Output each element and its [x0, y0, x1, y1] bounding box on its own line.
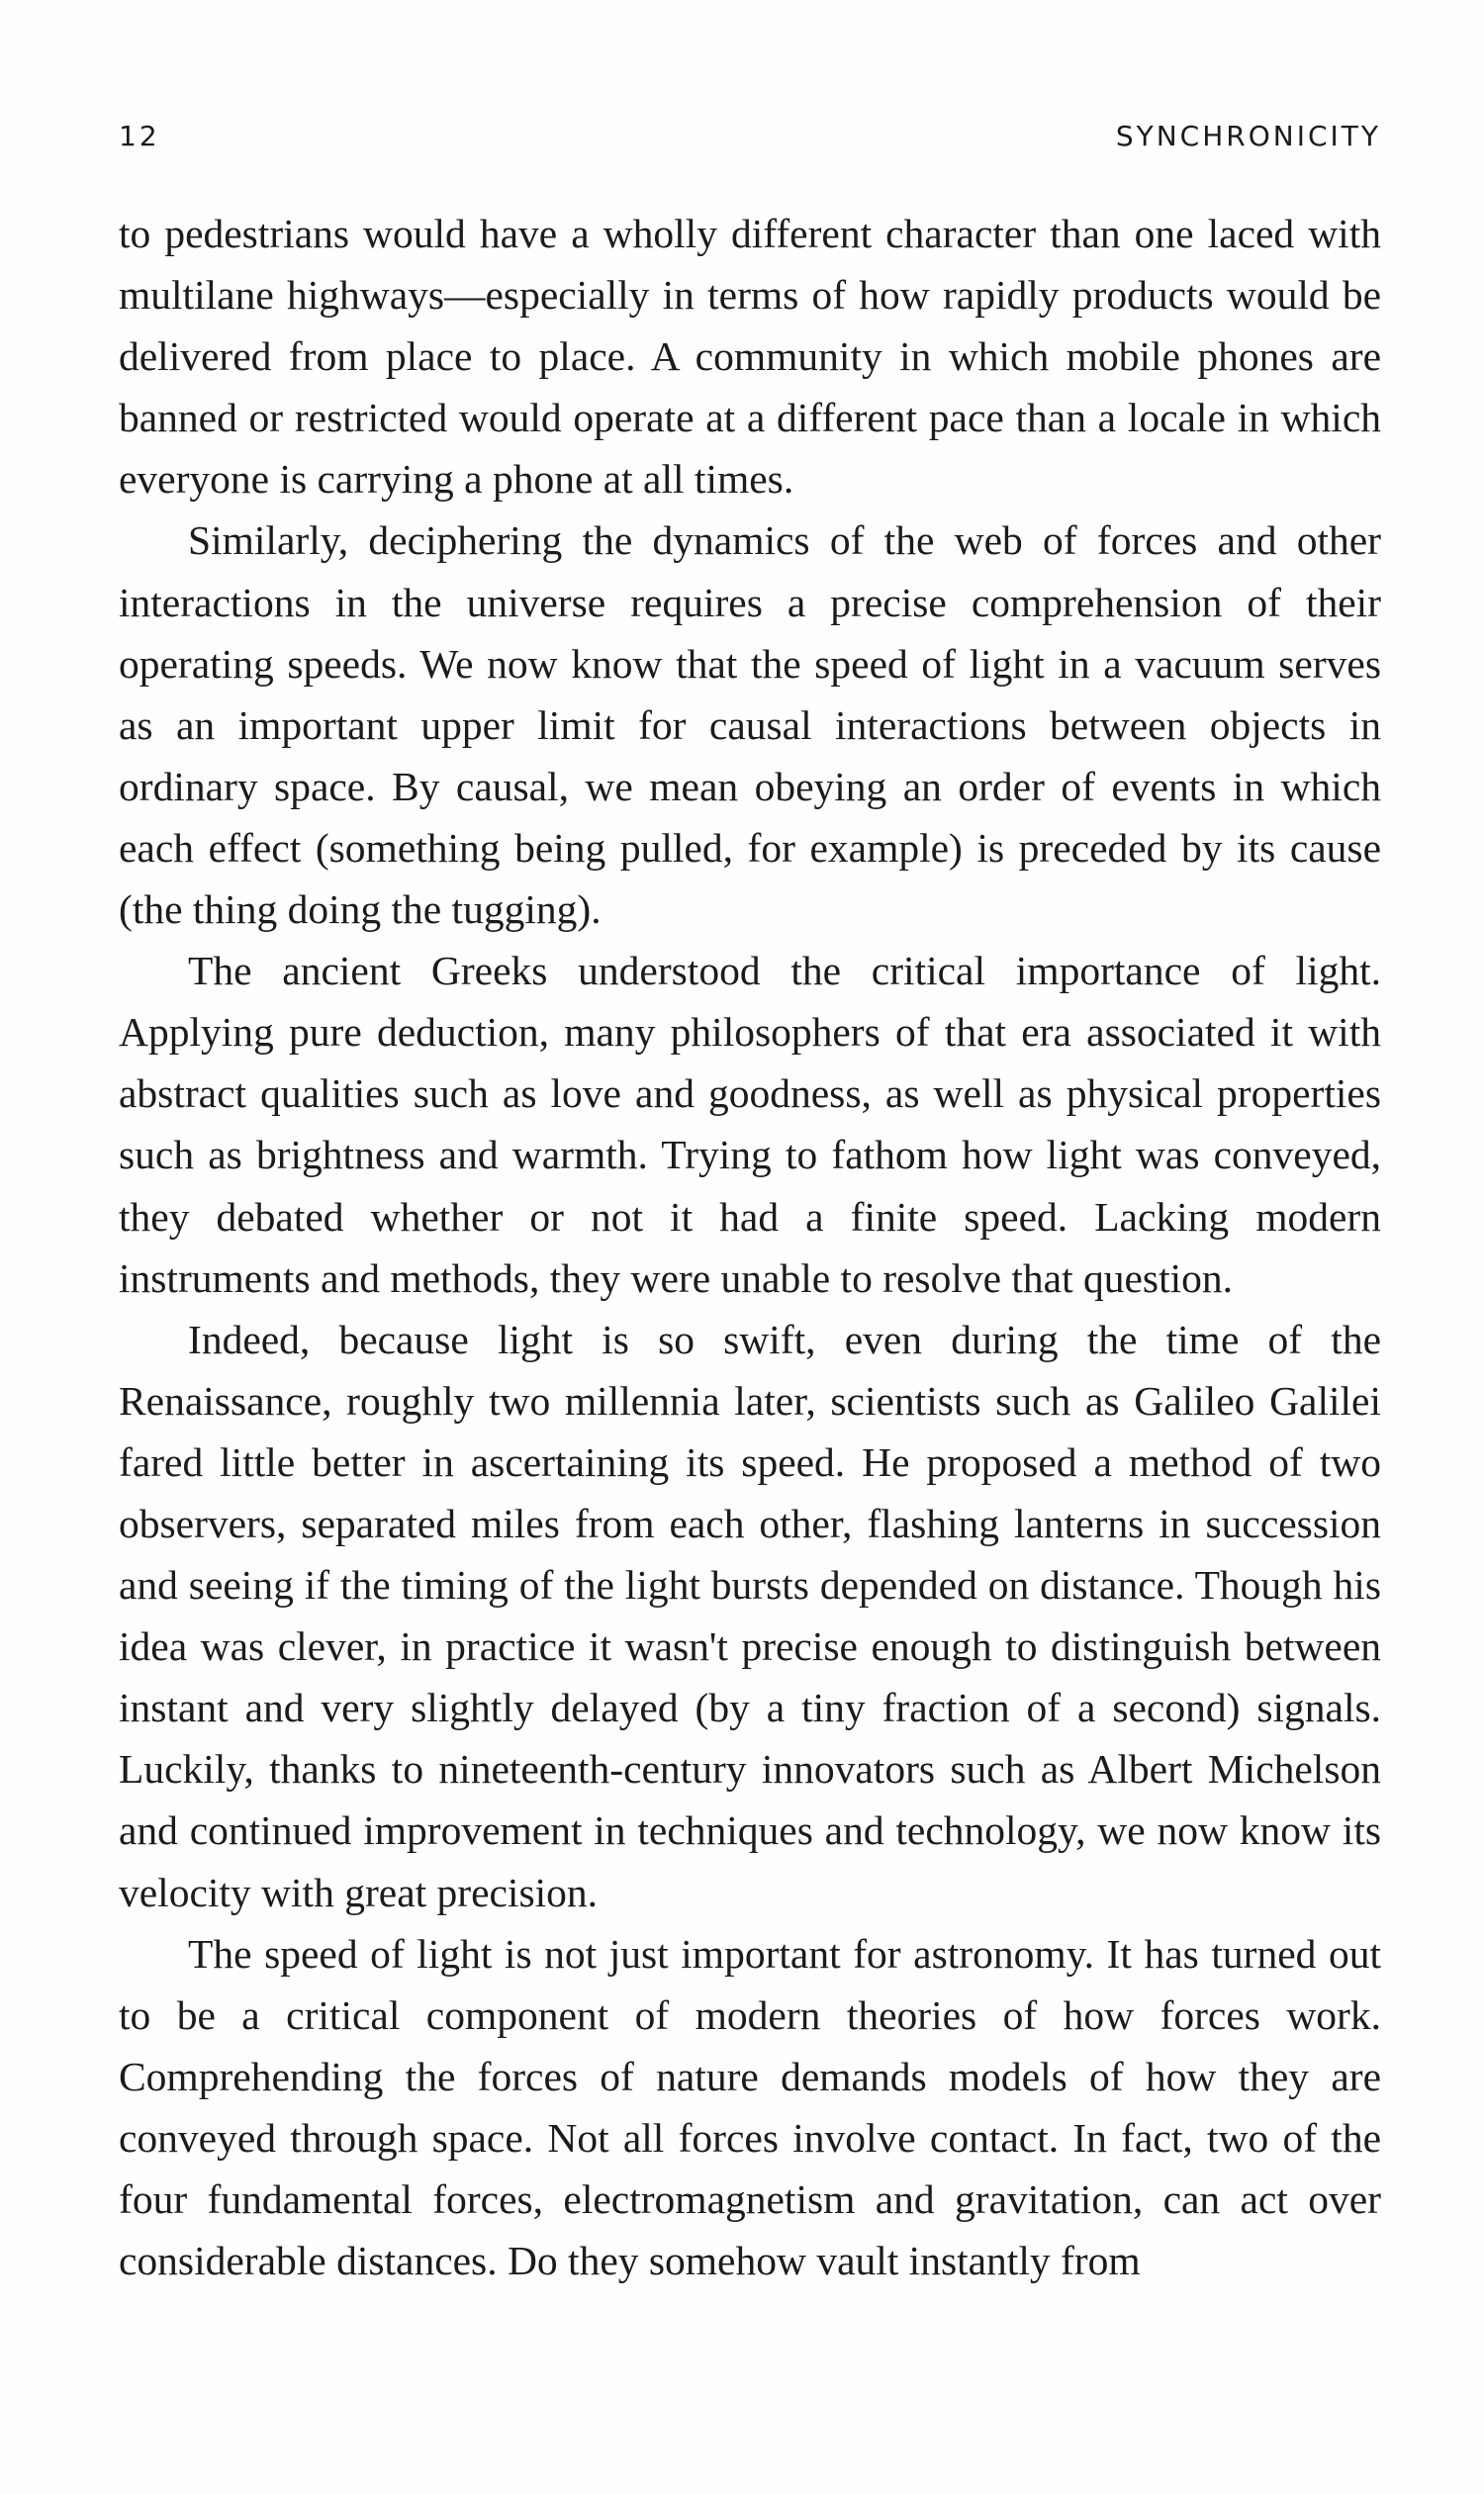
page-number: 12: [119, 119, 160, 152]
paragraph-3: The ancient Greeks understood the critical importance of light. Applying pure deduction, many philosophers of that era associated it with abstract qualities such as love and goodness, as well as physical properties such as brightness and warmth. Trying to fathom how light was conveyed, they debated whether or not it had a finite speed. Lacking modern instruments and methods, they were unable to resolve that question.: [119, 948, 1381, 1301]
body-text: [119, 203, 1381, 2291]
paragraph-1: to pedestrians would have a wholly different character than one laced with multilane highways—especially in terms of how rapidly products would be delivered from place to place. A community in which mobile phones are banned or restricted would operate at a different pace than a locale in which everyone is carrying a phone at all times.: [119, 211, 1381, 503]
running-head: [119, 111, 1381, 160]
paragraph-2: Similarly, deciphering the dynamics of the web of forces and other interactions in the universe requires a precise comprehension of their operating speeds. We now know that the speed of light in a vacuum serves as an important upper limit for causal interactions between objects in ordinary space. By causal, we mean obeying an order of events in which each effect (something being pulled, for example) is preceded by its cause (the thing doing the tugging).: [119, 517, 1381, 933]
paragraph-4: Indeed, because light is so swift, even during the time of the Renaissance, roughly two millennia later, scientists such as Galileo Galilei fared little better in ascertaining its speed. He proposed a method of two observers, separated miles from each other, flashing lanterns in succession and seeing if the timing of the light bursts depended on distance. Though his idea was clever, in practice it wasn't precise enough to distinguish between instant and very slightly delayed (by a tiny fraction of a second) signals. Luckily, thanks to nineteenth-century innovators such as Albert Michelson and continued improvement in techniques and technology, we now know its velocity with great precision.: [119, 1316, 1381, 1915]
running-title: SYNCHRONICITY: [1115, 119, 1381, 152]
paragraph-5: The speed of light is not just important for astronomy. It has turned out to be a critical component of modern theories of how forces work. Comprehending the forces of nature demands models of how they are conveyed through space. Not all forces involve contact. In fact, two of the four fundamental forces, electromagnetism and gravitation, can act over considerable distances. Do they somehow vault instantly from: [119, 1930, 1381, 2284]
